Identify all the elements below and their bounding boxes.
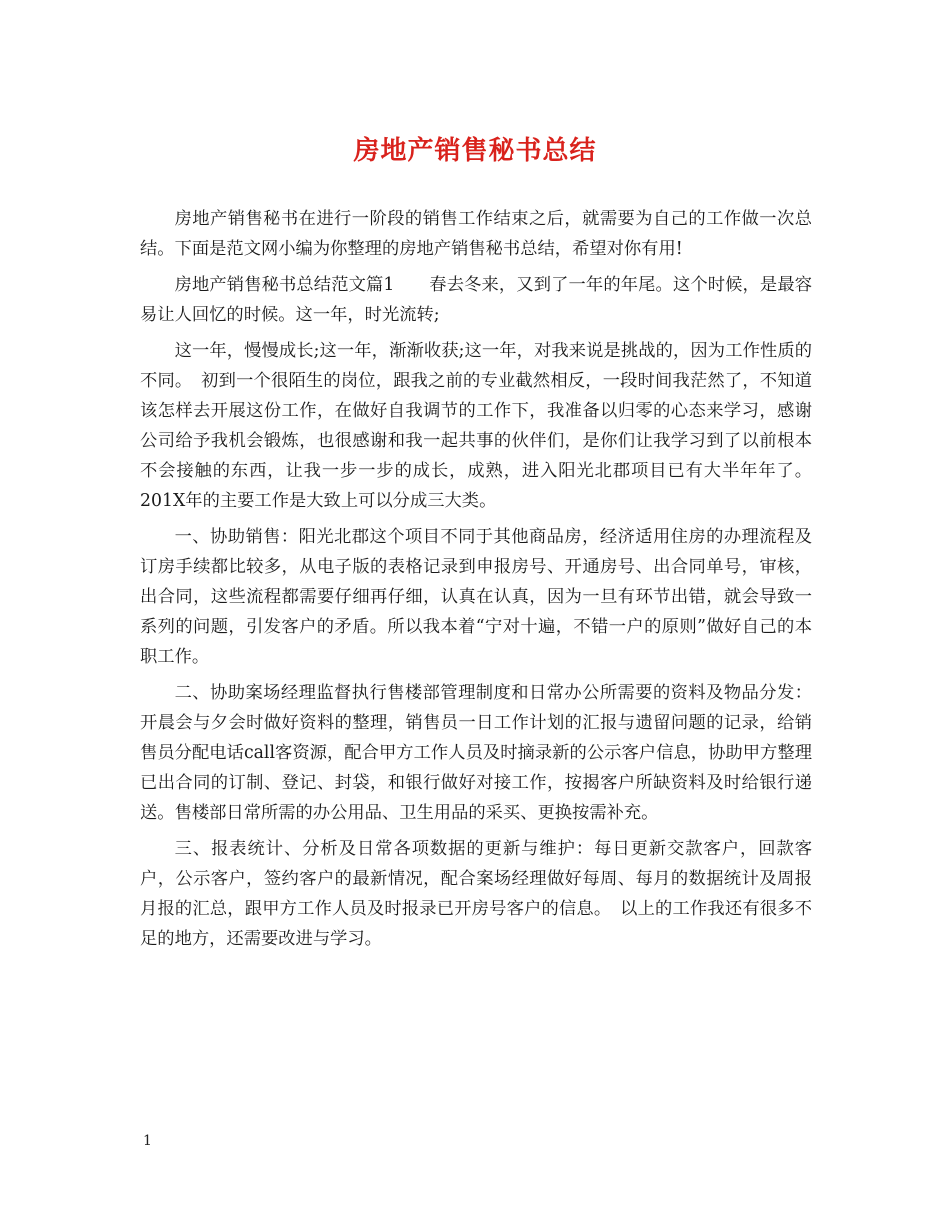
document-body [140,204,812,960]
paragraph-sample-heading: 房地产销售秘书总结范文篇1 春去冬来，又到了一年的年尾。这个时候，是最容易让人回忆的时候。这一年，时光流转; [140,275,812,325]
paragraph-reports: 三、报表统计、分析及日常各项数据的更新与维护：每日更新交款客户，回款客户，公示客户，签约客户的最新情况，配合案场经理做好每周、每月的数据统计及周报月报的汇总，跟甲方工作人员及时报录已开房号客户的信息。 以上的工作我还有很多不足的地方，还需要改进与学习。 [140,839,812,949]
page-number: 1 [143,1133,152,1149]
document-title: 房地产销售秘书总结 [353,136,597,166]
paragraph-manager-assist: 二、协助案场经理监督执行售楼部管理制度和日常办公所需要的资料及物品分发：开晨会与夕会时做好资料的整理，销售员一日工作计划的汇报与遗留问题的记录，给销售员分配电话call客资源，配合甲方工作人员及时摘录新的公示客户信息，协助甲方整理已出合同的订制、登记、封袋，和银行做好对接工作，按揭客户所缺资料及时给银行递送。售楼部日常所需的办公用品、卫生用品的采买、更换按需补充。 [140,683,812,823]
paragraph-growth: 这一年，慢慢成长;这一年，渐渐收获;这一年，对我来说是挑战的，因为工作性质的不同。 初到一个很陌生的岗位，跟我之前的专业截然相反，一段时间我茫然了，不知道该怎样去开展这份工作，在做好自我调节的工作下，我准备以归零的心态来学习，感谢公司给予我机会锻炼，也很感谢和我一起共事的伙伴们，是你们让我学习到了以前根本不会接触的东西，让我一步一步的成长，成熟，进入阳光北郡项目已有大半年年了。 201X年的主要工作是大致上可以分成三大类。 [140,341,812,511]
paragraph-sales-assist: 一、协助销售：阳光北郡这个项目不同于其他商品房，经济适用住房的办理流程及订房手续都比较多，从电子版的表格记录到申报房号、开通房号、出合同单号，审核，出合同，这些流程都需要仔细再仔细，认真在认真，因为一旦有环节出错，就会导致一系列的问题，引发客户的矛盾。所以我本着“宁对十遍，不错一户的原则”做好自己的本职工作。 [140,527,812,667]
paragraph-intro: 房地产销售秘书在进行一阶段的销售工作结束之后，就需要为自己的工作做一次总结。下面是范文网小编为你整理的房地产销售秘书总结，希望对你有用! [140,209,812,259]
